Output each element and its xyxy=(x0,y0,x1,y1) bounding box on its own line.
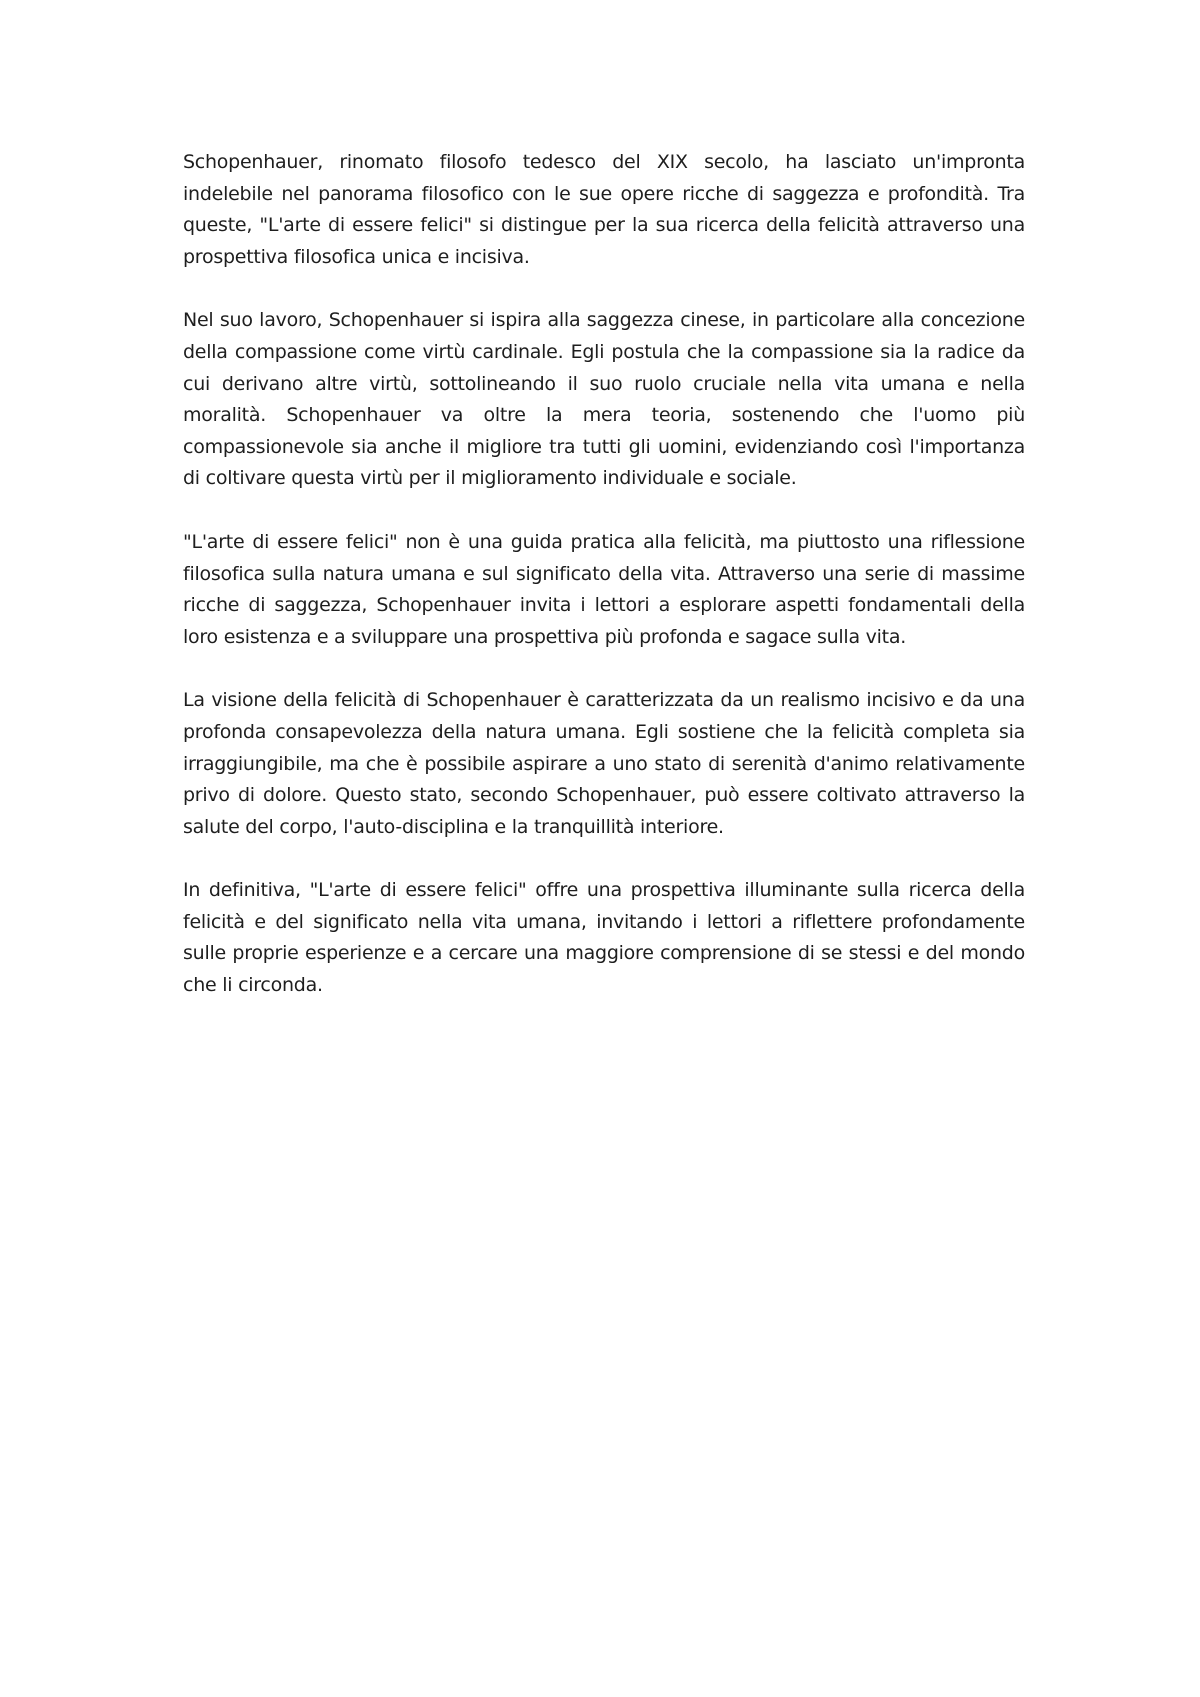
paragraph-happiness-vision: La visione della felicità di Schopenhauer è caratterizzata da un realismo incisivo e da una profonda consapevolezza della natura umana. Egli sostiene che la felicità completa sia irraggiungibile, ma che è possibile aspirare a uno stato di serenità d'animo relativamente privo di dolore. Questo stato, secondo Schopenhauer, può essere coltivato attraverso la salute del corpo, l'auto-disciplina e la tranquillità interiore. xyxy=(183,689,1025,838)
paragraph-reflection: "L'arte di essere felici" non è una guida pratica alla felicità, ma piuttosto una riflessione filosofica sulla natura umana e sul significato della vita. Attraverso una serie di massime ricche di saggezza, Schopenhauer invita i lettori a esplorare aspetti fondamentali della loro esistenza e a sviluppare una prospettiva più profonda e sagace sulla vita. xyxy=(183,530,1025,648)
paragraph-conclusion: In definitiva, "L'arte di essere felici" offre una prospettiva illuminante sulla ricerca della felicità e del significato nella vita umana, invitando i lettori a riflettere profondamente sulle proprie esperienze e a cercare una maggiore comprensione di se stessi e del mondo che li circonda. xyxy=(183,879,1025,997)
paragraph-compassion: Nel suo lavoro, Schopenhauer si ispira alla saggezza cinese, in particolare alla concezione della compassione come virtù cardinale. Egli postula che la compassione sia la radice da cui derivano altre virtù, sottolineando il suo ruolo cruciale nella vita umana e nella moralità. Schopenhauer va oltre la mera teoria, sostenendo che l'uomo più compassionevole sia anche il migliore tra tutti gli uomini, evidenziando così l'importanza di coltivare questa virtù per il miglioramento individuale e sociale. xyxy=(183,309,1025,490)
paragraph-intro: Schopenhauer, rinomato filosofo tedesco del XIX secolo, ha lasciato un'impronta indelebile nel panorama filosofico con le sue opere ricche di saggezza e profondità. Tra queste, "L'arte di essere felici" si distingue per la sua ricerca della felicità attraverso una prospettiva filosofica unica e incisiva. xyxy=(183,151,1025,268)
document-body xyxy=(183,147,1025,1002)
